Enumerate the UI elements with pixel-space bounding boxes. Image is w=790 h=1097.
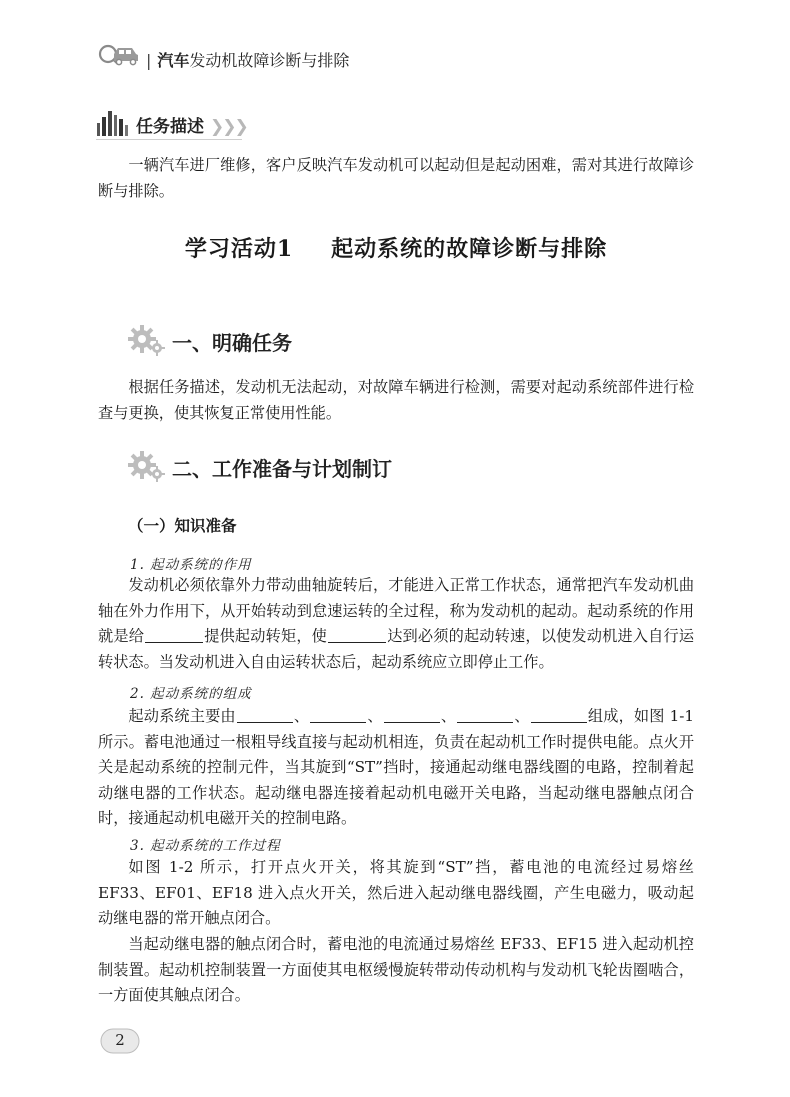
gears-icon bbox=[128, 322, 166, 356]
separator: 、 bbox=[367, 707, 383, 725]
task-title-underline bbox=[96, 139, 242, 140]
item-3-paragraph-2: 当起动继电器的触点闭合时，蓄电池的电流通过易熔丝 EF33、EF15 进入起动机控制装置。起动机控制装置一方面使其电枢缓慢旋转带动传动机构与发动机飞轮齿圈啮合，一方面使其触点闭合。 bbox=[98, 935, 694, 1004]
fill-blank[interactable] bbox=[237, 707, 293, 723]
task-text: 一辆汽车进厂维修，客户反映汽车发动机可以起动但是起动困难，需对其进行故障诊断与排除。 bbox=[98, 156, 694, 200]
item-3-heading: 3. 起动系统的工作过程 bbox=[130, 838, 281, 854]
item-1-text bbox=[98, 573, 694, 675]
section-1-text: 根据任务描述，发动机无法起动，对故障车辆进行检测，需要对起动系统部件进行检查与更换，使其恢复正常使用性能。 bbox=[98, 378, 694, 422]
item-1-text-a: 发动机必须依靠外力带动曲轴旋转后，才能进入正常工作状态，通常把汽车发动机曲轴在外力作用下，从开始转动到怠速运转的全过程，称为发动机的起动。起动系统的作用就是给 bbox=[98, 576, 694, 645]
chevrons-icon: ❯❯❯ bbox=[210, 117, 247, 137]
section-2-title: 二、工作准备与计划制订 bbox=[172, 457, 392, 481]
separator: 、 bbox=[440, 707, 457, 725]
fill-blank[interactable] bbox=[457, 707, 513, 723]
separator: 、 bbox=[514, 707, 530, 725]
item-1-heading: 1. 起动系统的作用 bbox=[130, 557, 252, 573]
running-header bbox=[146, 48, 349, 71]
fill-blank[interactable] bbox=[145, 627, 203, 643]
fill-blank[interactable] bbox=[328, 627, 386, 643]
item-1-text-b: 提供起动转矩，使 bbox=[204, 627, 328, 645]
item-1-text-c: 达到必须的起动转速，以使发动机进入自行运转状态。当发动机进入自由运转状态后，起动系统应立即停止工作。 bbox=[98, 627, 695, 671]
item-2-text-a: 起动系统主要由 bbox=[128, 707, 236, 725]
subsection-title: （一）知识准备 bbox=[128, 517, 237, 535]
activity-number: 1 bbox=[276, 236, 294, 262]
item-2-text-b: 组成，如图 1-1所示。蓄电池通过一根粗导线直接与起动机相连，负责在起动机工作时提供电能。点火开关是起动系统的控制元件，当其旋到“ST”挡时，接通起动继电器线圈的电路，控制着起动继电器的工作状态。起动继电器连接着起动机电磁开关电路，当起动继电器触点闭合时，接通起动机电磁开关的控制电路。 bbox=[98, 707, 695, 827]
task-title bbox=[136, 112, 247, 137]
car-diagnosis-icon bbox=[96, 40, 140, 70]
header-divider: | bbox=[146, 51, 152, 70]
task-title-text: 任务描述 bbox=[136, 117, 204, 137]
fill-blank[interactable] bbox=[384, 707, 440, 723]
item-3-paragraph-1: 如图 1-2 所示，打开点火开关，将其旋到“ST”挡，蓄电池的电流经过易熔丝 EF33、EF01、EF18 进入点火开关，然后进入起动继电器线圈，产生电磁力，吸动起动继电器的常开触点闭合。 bbox=[98, 858, 694, 927]
header-title-rest: 发动机故障诊断与排除 bbox=[189, 51, 350, 70]
fill-blank[interactable] bbox=[531, 707, 587, 723]
separator: 、 bbox=[293, 707, 310, 725]
item-2-text bbox=[98, 704, 694, 832]
activity-heading bbox=[98, 232, 694, 263]
activity-title: 起动系统的故障诊断与排除 bbox=[331, 237, 608, 262]
page-number: 2 bbox=[115, 1031, 125, 1049]
section-1-title: 一、明确任务 bbox=[172, 331, 292, 355]
gears-icon bbox=[128, 448, 166, 482]
item-2-heading: 2. 起动系统的组成 bbox=[130, 686, 252, 702]
books-icon bbox=[96, 107, 132, 137]
header-title-bold: 汽车 bbox=[157, 51, 190, 70]
fill-blank[interactable] bbox=[310, 707, 366, 723]
activity-prefix: 学习活动 bbox=[184, 237, 277, 262]
